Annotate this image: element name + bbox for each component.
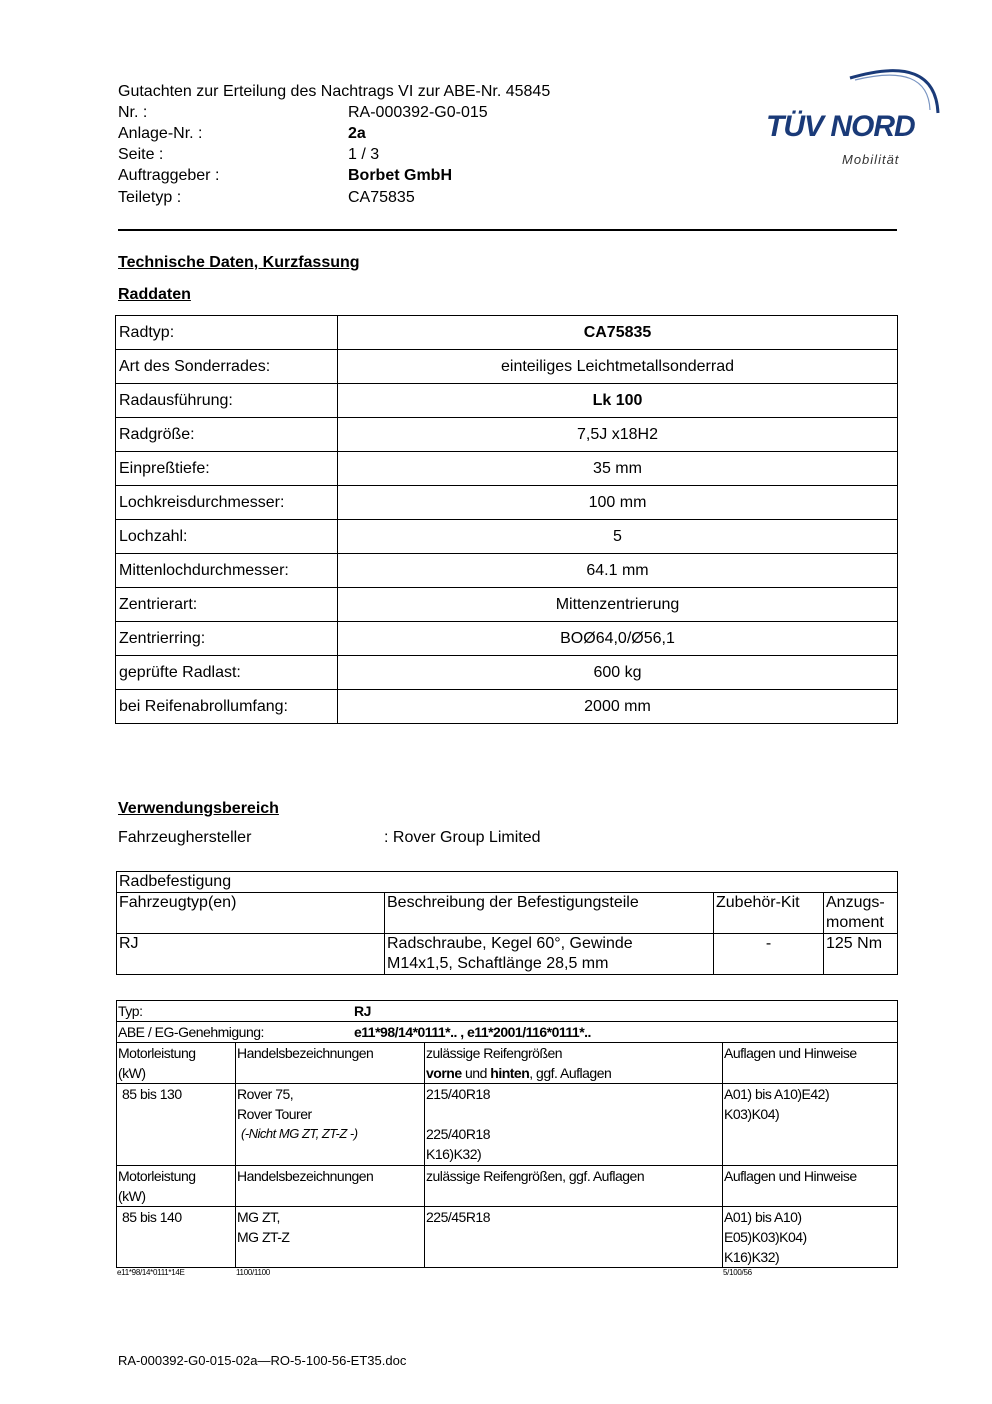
radbefestigung-title: Radbefestigung: [117, 872, 898, 893]
header-text: und: [461, 1065, 491, 1081]
raddaten-key: Radausführung:: [116, 384, 338, 418]
header-value: 1 / 3: [348, 146, 380, 163]
raddaten-value: 600 kg: [338, 656, 898, 690]
abe-label: ABE / EG-Genehmigung:: [118, 1024, 264, 1040]
auflagen-cell: [723, 1084, 898, 1166]
table-row: [116, 486, 898, 520]
report-title-text: Gutachten zur Erteilung des Nachtrags VI zur ABE-Nr. 45845: [118, 83, 551, 100]
reifen-cell: [425, 1084, 723, 1166]
raddaten-key: geprüfte Radlast:: [116, 656, 338, 690]
raddaten-value: Mittenzentrierung: [338, 588, 898, 622]
raddaten-value: 7,5J x18H2: [338, 418, 898, 452]
fahrzeughersteller-line: [118, 829, 541, 847]
section-technische-daten: Technische Daten, Kurzfassung: [118, 254, 360, 271]
table-row: [116, 656, 898, 690]
reifen-cell: 225/45R18: [425, 1207, 723, 1268]
column-header: zulässige Reifengrößen, ggf. Auflagen: [425, 1166, 723, 1207]
column-header: Fahrzeugtyp(en): [117, 893, 385, 934]
table-row: [116, 316, 898, 350]
header-line: [426, 1063, 721, 1083]
handel-line: MG ZT-Z: [237, 1229, 290, 1245]
header-row-teiletyp: [118, 187, 415, 208]
section-raddaten: Raddaten: [118, 286, 191, 303]
table-row: [116, 622, 898, 656]
reifen-line: K16)K32): [426, 1146, 482, 1162]
raddaten-value: 64.1 mm: [338, 554, 898, 588]
table-row: [117, 872, 898, 893]
beschreibung-line: M14x1,5, Schaftlänge 28,5 mm: [387, 955, 609, 972]
header-value: CA75835: [348, 189, 415, 206]
auflagen-line: A01) bis A10): [724, 1209, 802, 1225]
auflagen-cell: [723, 1207, 898, 1268]
table-row: [116, 690, 898, 724]
column-header: [117, 1166, 236, 1207]
raddaten-key: Art des Sonderrades:: [116, 350, 338, 384]
header-bold: hinten: [490, 1065, 530, 1081]
raddaten-value: 100 mm: [338, 486, 898, 520]
header-row-nr: [118, 102, 488, 123]
radbefestigung-table: [116, 871, 898, 975]
raddaten-value: Lk 100: [338, 384, 898, 418]
header-bold: vorne: [426, 1065, 462, 1081]
handel-line: Rover Tourer: [237, 1106, 312, 1122]
table-row: [117, 1001, 898, 1022]
raddaten-value: BOØ64,0/Ø56,1: [338, 622, 898, 656]
handel-line: Rover 75,: [237, 1086, 294, 1102]
table-row: [117, 893, 898, 934]
raddaten-key: bei Reifenabrollumfang:: [116, 690, 338, 724]
small-note-mid: 1100/1100: [236, 1268, 270, 1277]
column-header: [425, 1043, 723, 1084]
anzugsmoment-cell: 125 Nm: [824, 934, 898, 975]
auflagen-line: E05)K03)K04): [724, 1229, 807, 1245]
fahrzeugtyp-cell: RJ: [117, 934, 385, 975]
column-header: Anzugs-moment: [824, 893, 898, 934]
header-divider: [118, 229, 897, 231]
header-line: (kW): [118, 1065, 146, 1081]
header-row-seite: [118, 144, 379, 165]
raddaten-key: Zentrierart:: [116, 588, 338, 622]
logo-wordmark: TÜV NORD: [766, 110, 915, 143]
table-row: [117, 1022, 898, 1043]
table-row: [116, 554, 898, 588]
raddaten-key: Lochkreisdurchmesser:: [116, 486, 338, 520]
footer-filename: RA-000392-G0-015-02a—RO-5-100-56-ET35.doc: [118, 1353, 407, 1368]
column-header: Zubehör-Kit: [714, 893, 824, 934]
header-value: Borbet GmbH: [348, 167, 452, 184]
reifen-line: 215/40R18: [426, 1086, 491, 1102]
header-label: Nr. :: [118, 104, 148, 121]
header-label: Teiletyp :: [118, 189, 182, 206]
small-note-left: e11*98/14*0111*14E: [117, 1268, 185, 1277]
motor-cell: 85 bis 140: [117, 1207, 236, 1268]
handel-note: (-Nicht MG ZT, ZT-Z -): [241, 1126, 358, 1141]
fahrzeughersteller-value: : Rover Group Limited: [384, 829, 541, 846]
raddaten-table: [115, 315, 898, 724]
abe-row: [117, 1022, 898, 1043]
header-text: , ggf. Auflagen: [529, 1065, 612, 1081]
column-header: Handelsbezeichnungen: [236, 1166, 425, 1207]
table-row: [116, 520, 898, 554]
beschreibung-cell: [385, 934, 714, 975]
table-row: [116, 588, 898, 622]
raddaten-value: 5: [338, 520, 898, 554]
small-note-right: 5/100/56: [723, 1268, 752, 1277]
header-line: (kW): [118, 1188, 146, 1204]
raddaten-key: Radtyp:: [116, 316, 338, 350]
table-row: [117, 1207, 898, 1268]
raddaten-value: 2000 mm: [338, 690, 898, 724]
raddaten-key: Radgröße:: [116, 418, 338, 452]
table-row: [116, 384, 898, 418]
auflagen-line: K16)K32): [724, 1249, 780, 1265]
logo-subtitle: Mobilität: [842, 152, 900, 167]
raddaten-value: CA75835: [338, 316, 898, 350]
typ-row: [117, 1001, 898, 1022]
header-line: zulässige Reifengrößen: [426, 1045, 563, 1061]
column-header: Handelsbezeichnungen: [236, 1043, 425, 1084]
header-row-auftraggeber: [118, 165, 452, 186]
raddaten-key: Lochzahl:: [116, 520, 338, 554]
section-verwendungsbereich: Verwendungsbereich: [118, 800, 279, 817]
header-line: Motorleistung: [118, 1045, 196, 1061]
zubehoer-kit-cell: -: [714, 934, 824, 975]
tuv-nord-logo: [760, 58, 945, 173]
handel-cell: [236, 1084, 425, 1166]
raddaten-key: Einpreßtiefe:: [116, 452, 338, 486]
handel-cell: [236, 1207, 425, 1268]
column-header: Auflagen und Hinweise: [723, 1043, 898, 1084]
auflagen-line: K03)K04): [724, 1106, 780, 1122]
motor-cell: 85 bis 130: [117, 1084, 236, 1166]
table-row: [117, 1043, 898, 1084]
report-title: [118, 81, 550, 102]
table-row: [117, 1166, 898, 1207]
raddaten-value: einteiliges Leichtmetallsonderrad: [338, 350, 898, 384]
table-row: [116, 452, 898, 486]
header-label: Seite :: [118, 146, 164, 163]
table-row: [117, 1084, 898, 1166]
typ-label: Typ:: [118, 1003, 143, 1019]
table-row: [116, 418, 898, 452]
raddaten-value: 35 mm: [338, 452, 898, 486]
header-value: 2a: [348, 125, 366, 142]
header-line: Motorleistung: [118, 1168, 196, 1184]
handel-line: MG ZT,: [237, 1209, 280, 1225]
typ-value: RJ: [354, 1003, 371, 1019]
column-header: Beschreibung der Befestigungsteile: [385, 893, 714, 934]
header-row-anlage: [118, 123, 366, 144]
raddaten-key: Mittenlochdurchmesser:: [116, 554, 338, 588]
beschreibung-line: Radschraube, Kegel 60°, Gewinde: [387, 935, 633, 952]
header-label: Anlage-Nr. :: [118, 125, 203, 142]
abe-value: e11*98/14*0111*.. , e11*2001/116*0111*..: [354, 1024, 591, 1040]
auflagen-line: A01) bis A10)E42): [724, 1086, 830, 1102]
reifen-line: 225/40R18: [426, 1126, 491, 1142]
fahrzeughersteller-label: Fahrzeughersteller: [118, 829, 252, 846]
table-row: [116, 350, 898, 384]
typ-table: [116, 1000, 898, 1268]
reifen-spacer: [426, 1104, 721, 1124]
header-label: Auftraggeber :: [118, 167, 220, 184]
column-header: Auflagen und Hinweise: [723, 1166, 898, 1207]
raddaten-key: Zentrierring:: [116, 622, 338, 656]
column-header: [117, 1043, 236, 1084]
table-row: [117, 934, 898, 975]
header-value: RA-000392-G0-015: [348, 104, 488, 121]
